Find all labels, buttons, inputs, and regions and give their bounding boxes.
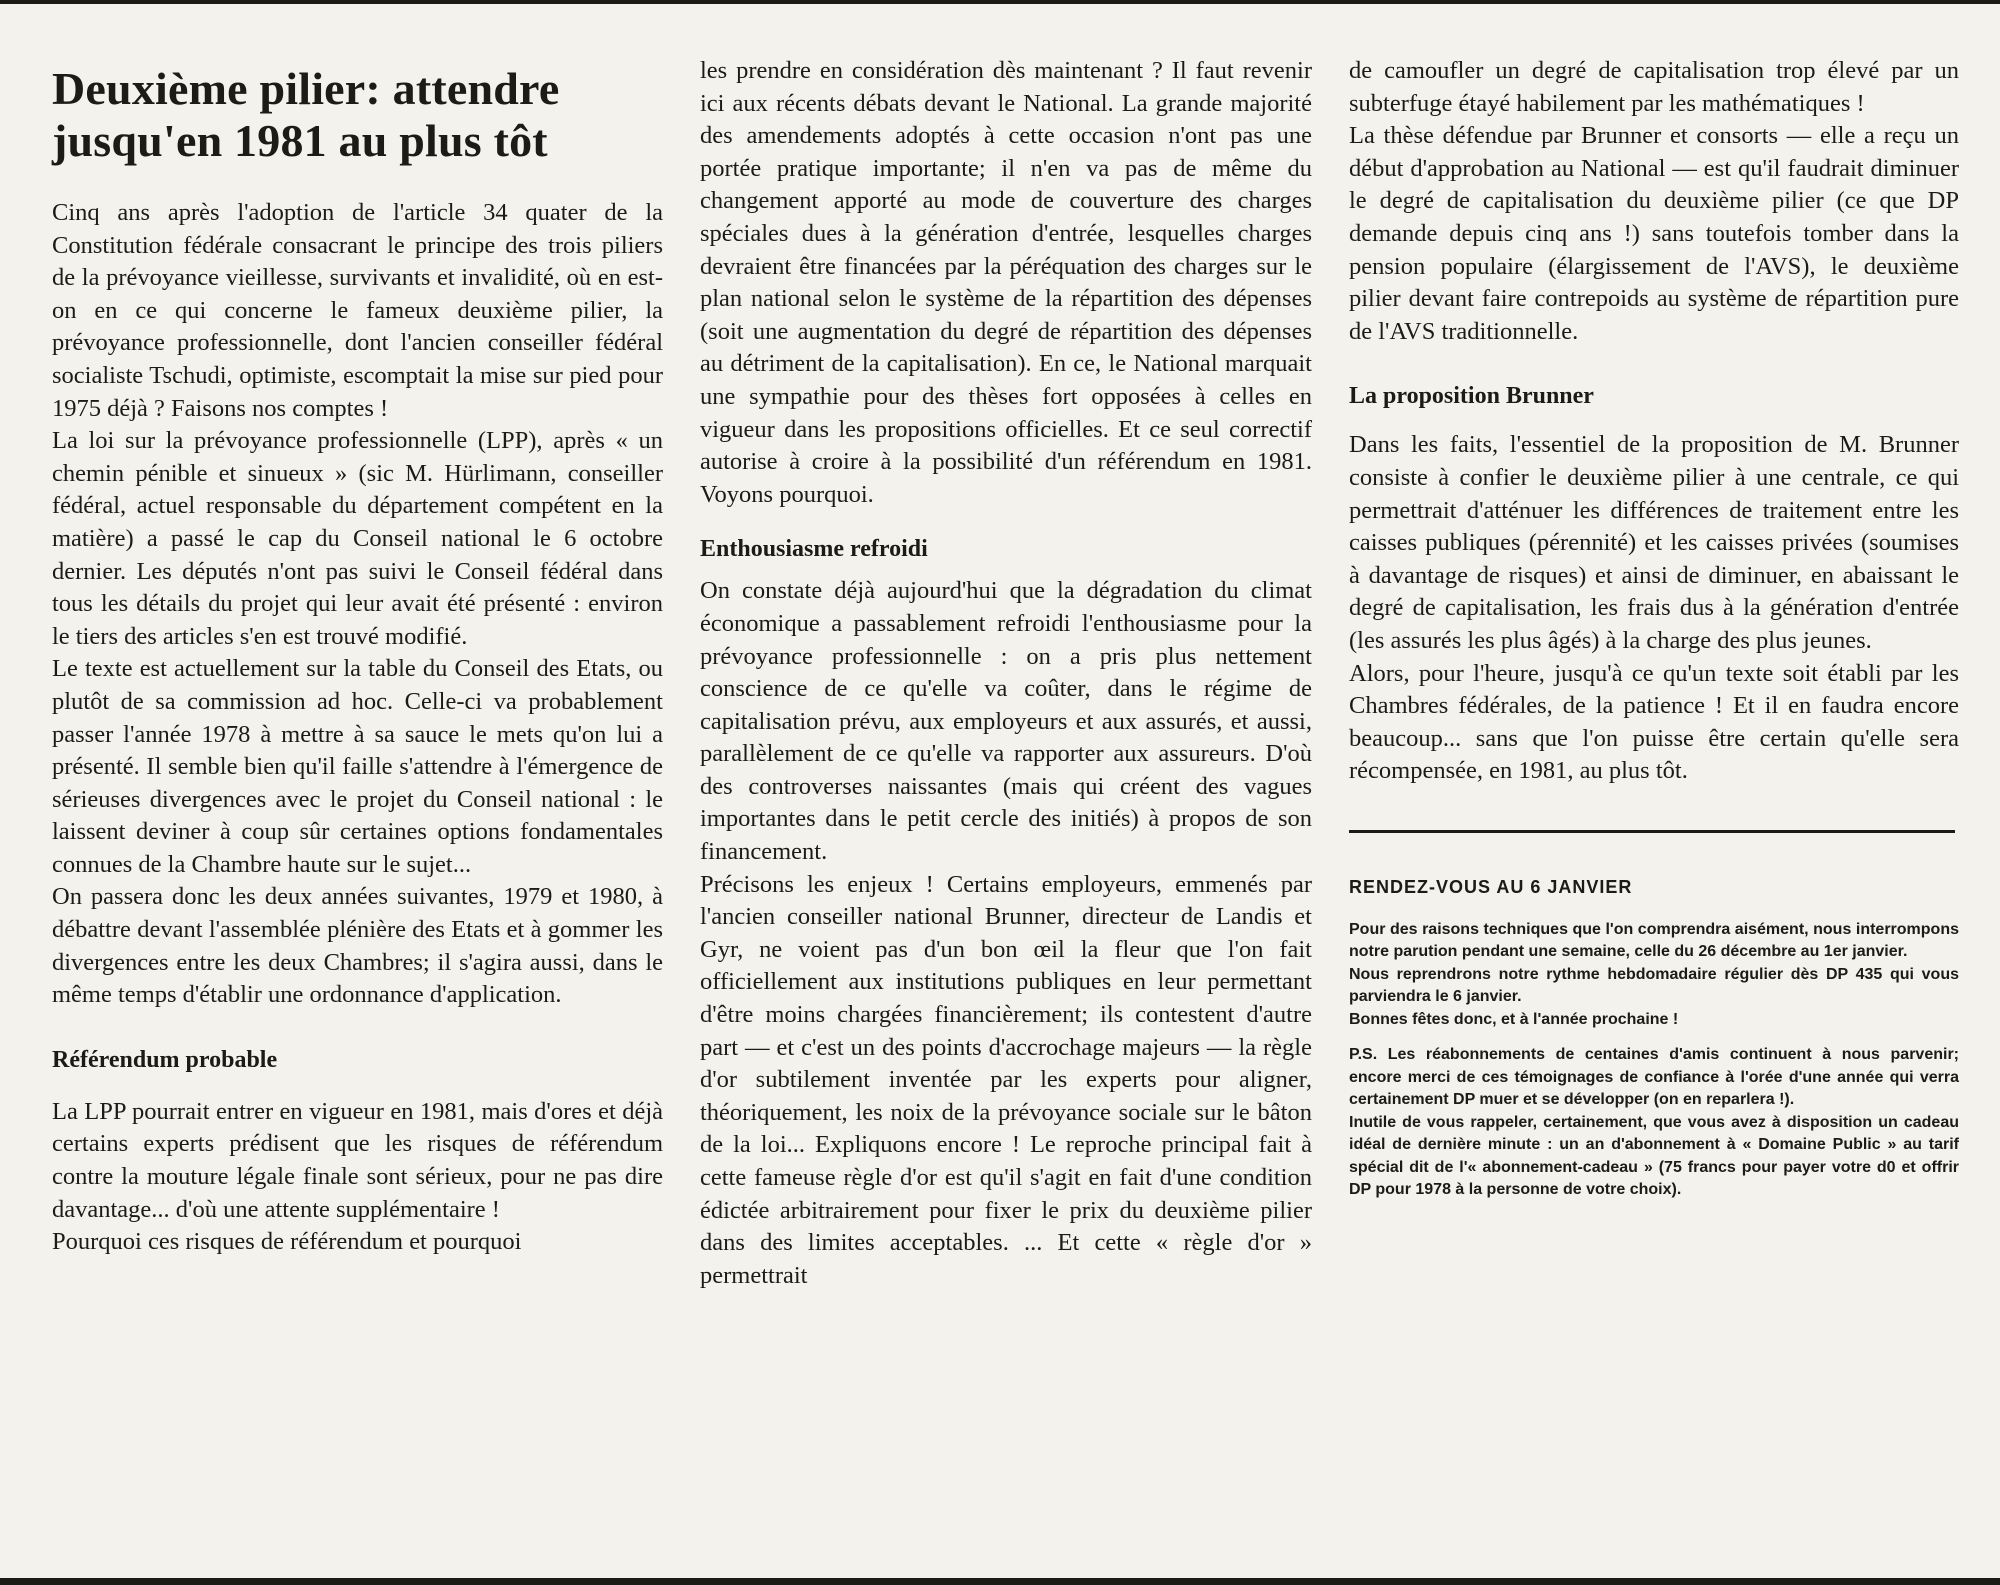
notice-line: Bonnes fêtes donc, et à l'année prochaine ! <box>1349 1010 1679 1028</box>
paragraph: On passera donc les deux années suivantes, 1979 et 1980, à débattre devant l'assemblée plénière des Etats et à gommer les divergences entre les deux Chambres; il s'agira aussi, dans le même temps d'établir une ordonnance d'application. <box>52 883 663 1009</box>
paragraph: Cinq ans après l'adoption de l'article 34 quater de la Constitution fédérale consacrant le principe des trois piliers de la prévoyance vieillesse, survivants et invalidité, où en est-on en ce qui concerne le fameux deuxième pilier, la prévoyance professionnelle, dont l'ancien conseiller fédéral socialiste Tschudi, optimiste, escomptait la mise sur pied pour 1975 déjà ? Faisons nos comptes ! <box>52 199 663 422</box>
notice-heading: RENDEZ-VOUS AU 6 JANVIER <box>1349 876 1633 897</box>
notice-line: P.S. Les réabonnements de centaines d'amis continuent à nous parvenir; encore merci de ces témoignages de confiance à l'orée d'une année qui verra certainement DP muer et se développer (on en reparlera !). <box>1349 1046 1959 1109</box>
paragraph: On constate déjà aujourd'hui que la dégradation du climat économique a passablement refroidi l'enthousiasme pour la prévoyance professionnelle : on a pris plus nettement conscience de ce qu'elle va coûter, dans le régime de capitalisation prévu, aux employeurs et aux assurés, et aussi, parallèlement de ce qu'elle va rapporter aux assureurs. D'où des controverses naissantes (mais qui créent des vagues importantes dans le petit cercle des initiés) à propos de son financement. <box>700 577 1312 866</box>
bottom-rule <box>0 1578 2000 1585</box>
section-heading-referendum: Référendum probable <box>52 1046 278 1073</box>
column-2 <box>700 55 1312 1292</box>
notice-box <box>1349 875 1959 1202</box>
article-title: Deuxième pilier: attendre jusqu'en 1981 au plus tôt <box>52 63 560 166</box>
paragraph: les prendre en considération dès maintenant ? Il faut revenir ici aux récents débats devant le National. La grande majorité des amendements adoptés à cette occasion n'ont pas une portée pratique importante; il n'en va pas de même du changement apporté au mode de couverture des charges spéciales dues à la génération d'entrée, lesquelles charges devraient être financées par la péréquation des charges sur le plan national selon le système de la répartition des dépenses (soit une augmentation du degré de répartition des dépenses au détriment de la capitalisation). En ce, le National marquait une sympathie pour des thèses fort opposées à celles en vigueur dans les propositions officielles. Et ce seul correctif autorise à croire à la possibilité d'un référendum en 1981. Voyons pourquoi. <box>700 57 1312 508</box>
paragraph: Le texte est actuellement sur la table du Conseil des Etats, ou plutôt de sa commission ad hoc. Celle-ci va probablement passer l'année 1978 à mettre à sa sauce le mets qu'on lui a présenté. Il semble bien qu'il faille s'attendre à l'émergence de sérieuses divergences avec le projet du Conseil national : le laissent deviner à coup sûr certaines options fondamentales connues de la Chambre haute sur le sujet... <box>52 655 663 878</box>
column-1 <box>52 55 663 1259</box>
notice-spacer <box>1349 1031 1959 1044</box>
paragraph: Précisons les enjeux ! Certains employeurs, emmenés par l'ancien conseiller national Brunner, directeur de Landis et Gyr, ne voient pas d'un bon œil la fleur que l'on fait officiellement aux institutions publiques en leur permettant d'être moins chargées financièrement; ils contestent d'autre part — et c'est un des points d'accrochage majeurs — la règle d'or subtilement inventée par les experts pour aligner, théoriquement, les noix de la prévoyance sociale sur le bâton de la loi... Expliquons encore ! Le reproche principal fait à cette fameuse règle d'or est qu'il s'agit en fait d'une condition édictée arbitrairement pour fixer le prix du deuxième pilier dans des limites acceptables. ... Et cette « règle d'or » permettrait <box>700 870 1312 1289</box>
notice-line: Inutile de vous rappeler, certainement, que vous avez à disposition un cadeau idéal de dernière minute : un an d'abonnement à « Domaine Public » au tarif spécial dit de l'« abonnement-cadeau » (75 francs pour payer votre d0 et offrir DP pour 1978 à la personne de votre choix). <box>1349 1113 1959 1199</box>
paragraph: La thèse défendue par Brunner et consorts — elle a reçu un début d'approbation au National — est qu'il faudrait diminuer le degré de capitalisation du deuxième pilier (ce que DP demande depuis cinq ans !) sans toutefois tomber dans la pension populaire (élargissement de l'AVS), le deuxième pilier devant faire contrepoids au système de répartition pure de l'AVS traditionnelle. <box>1349 122 1959 345</box>
paragraph: de camoufler un degré de capitalisation trop élevé par un subterfuge étayé habilement par les mathématiques ! <box>1349 57 1959 117</box>
paragraph: La LPP pourrait entrer en vigueur en 1981, mais d'ores et déjà certains experts prédisent que les risques de référendum contre la mouture légale finale sont sérieux, pour ne pas dire davantage... d'où une attente supplémentaire ! <box>52 1097 663 1223</box>
paragraph: Dans les faits, l'essentiel de la proposition de M. Brunner consiste à confier le deuxième pilier à une centrale, ce qui permettrait d'atténuer les différences de traitement entre les caisses publiques (pérennité) et les caisses privées (soumises à davantage de risques) et ainsi de diminuer, en abaissant le degré de capitalisation, les frais dus à la génération d'entrée (les assurés les plus âgés) à la charge des plus jeunes. <box>1349 431 1959 654</box>
column-3 <box>1349 55 1959 1202</box>
notice-line: Pour des raisons techniques que l'on comprendra aisément, nous interrompons notre parution pendant une semaine, celle du 26 décembre au 1er janvier. <box>1349 920 1959 961</box>
top-rule <box>0 0 2000 4</box>
separator-rule <box>1349 830 1955 833</box>
section-heading-enthousiasme: Enthousiasme refroidi <box>700 536 928 563</box>
paragraph: La loi sur la prévoyance professionnelle (LPP), après « un chemin pénible et sinueux » (sic M. Hürlimann, conseiller fédéral, actuel responsable du département compétent en la matière) a passé le cap du Conseil national le 6 octobre dernier. Les députés n'ont pas suivi le Conseil fédéral dans tous les détails du projet qui leur avait été présenté : environ le tiers des articles s'en est trouvé modifié. <box>52 427 663 650</box>
paragraph: Pourquoi ces risques de référendum et pourquoi <box>52 1228 522 1256</box>
notice-line: Nous reprendrons notre rythme hebdomadaire régulier dès DP 435 qui vous parviendra le 6 janvier. <box>1349 965 1959 1006</box>
paragraph: Alors, pour l'heure, jusqu'à ce qu'un texte soit établi par les Chambres fédérales, de la patience ! Et il en faudra encore beaucoup... sans que l'on puisse être certain qu'elle sera récompensée, en 1981, au plus tôt. <box>1349 659 1959 785</box>
section-heading-brunner: La proposition Brunner <box>1349 383 1594 410</box>
